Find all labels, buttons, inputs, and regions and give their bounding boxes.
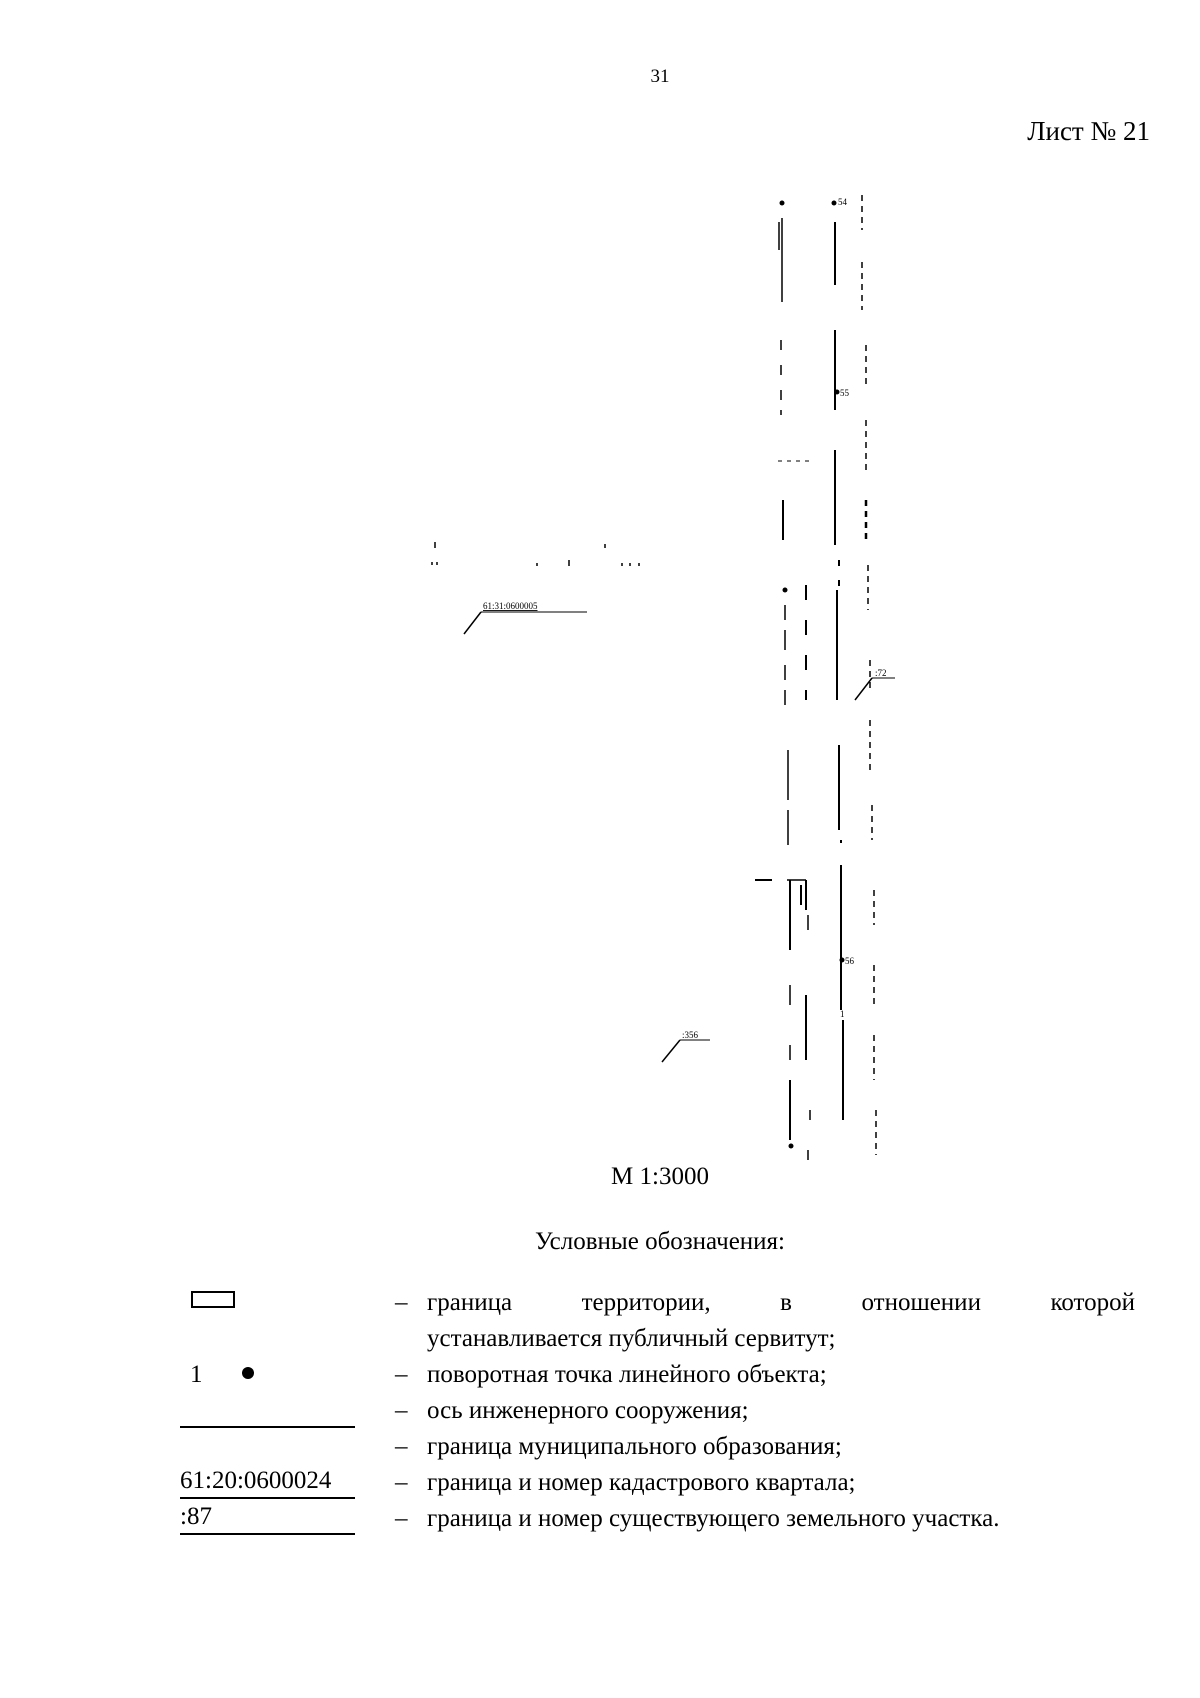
sheet-number: Лист № 21 — [1027, 116, 1150, 146]
legend — [180, 1285, 1135, 1537]
legend-item-engineering-axis: – ось инженерного сооружения; — [180, 1393, 1135, 1429]
point-56-label: 56 — [845, 956, 854, 966]
legend-text: граница территории, в отношении которой — [427, 1289, 1135, 1316]
legend-text: поворотная точка линейного объекта; — [427, 1361, 827, 1388]
servitude-boundary-symbol — [191, 1291, 235, 1308]
legend-text: ось инженерного сооружения; — [427, 1397, 749, 1424]
parcel-356-label: :356 — [682, 1030, 699, 1040]
parcel-72-label: :72 — [875, 668, 887, 678]
legend-text: граница муниципального образования; — [427, 1433, 842, 1460]
legend-text: граница и номер существующего земельного участка. — [427, 1505, 1000, 1532]
legend-item-municipal-boundary: – граница муниципального образования; — [180, 1429, 1135, 1465]
turning-point-number: 1 — [190, 1361, 203, 1388]
map-scale: М 1:3000 — [611, 1163, 709, 1190]
land-parcel-symbol: :87 — [180, 1501, 355, 1535]
legend-item-cadastral-quarter: 61:20:0600024 – граница и номер кадастрового квартала; — [180, 1465, 1135, 1501]
quarter-label: 61:31:0600005 — [483, 601, 538, 611]
parcel-356-leader — [662, 1040, 680, 1062]
point-1-label: 1 — [840, 1009, 845, 1019]
legend-text: граница и номер кадастрового квартала; — [427, 1469, 856, 1496]
legend-title: Условные обозначения: — [534, 1228, 786, 1255]
quarter-leader — [464, 612, 481, 634]
legend-item-servitude-boundary: – граница территории, в отношении которой устанавливается публичный сервитут; — [180, 1285, 1135, 1357]
point-55-label: 55 — [840, 388, 849, 398]
turning-point-symbol — [242, 1367, 254, 1379]
point-54-label: 54 — [838, 197, 847, 207]
turning-point-marker — [780, 201, 785, 206]
legend-item-land-parcel: :87 – граница и номер существующего земельного участка. — [180, 1501, 1135, 1537]
cadastral-quarter-symbol: 61:20:0600024 — [180, 1465, 355, 1499]
legend-item-turning-point: 1 – поворотная точка линейного объекта; — [180, 1357, 1135, 1393]
municipal-boundary-symbol — [180, 1426, 355, 1428]
page-number: 31 — [650, 66, 670, 87]
parcel-72-leader — [855, 678, 872, 700]
legend-text: устанавливается публичный сервитут; — [427, 1325, 836, 1352]
